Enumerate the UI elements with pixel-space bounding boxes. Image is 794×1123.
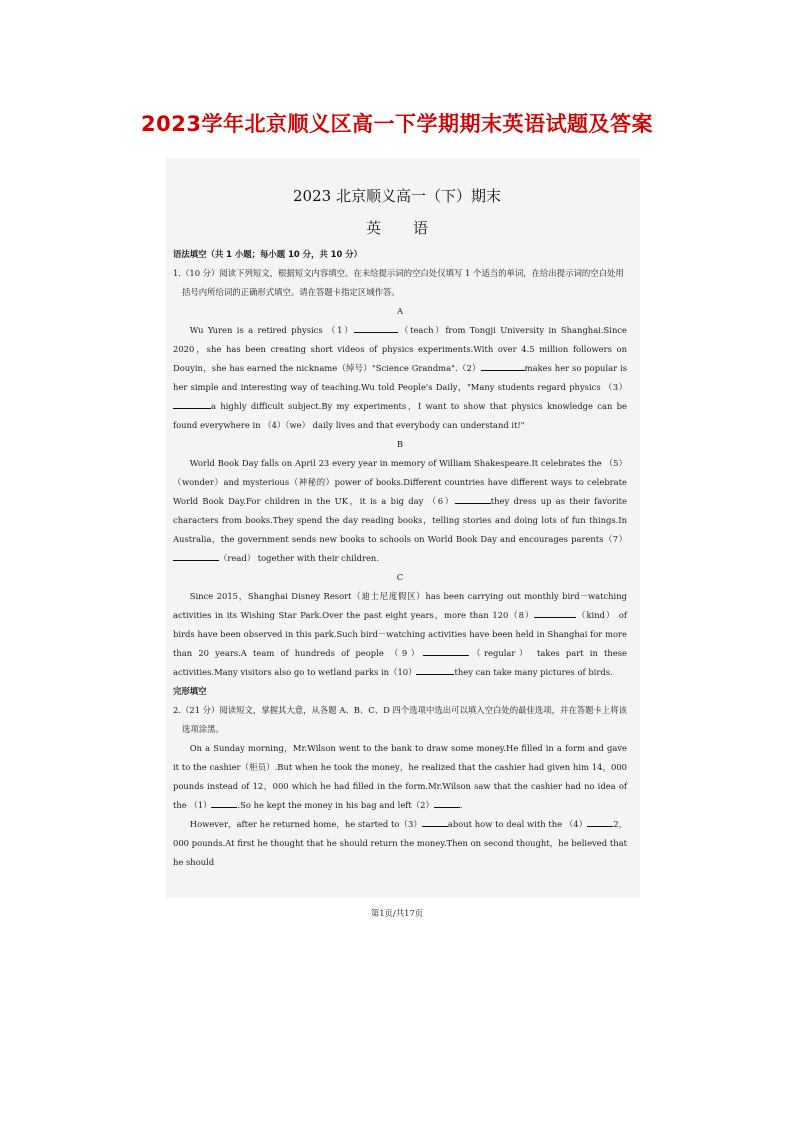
blank-2[interactable] bbox=[481, 361, 525, 371]
passage-label-a: A bbox=[396, 306, 404, 316]
grammar-question-instruction: 1.（10 分）阅读下列短文，根据短文内容填空。在未给提示词的空白处仅填写 1 个适当的单词，在给出提示词的空白处用括号内所给词的正确形式填空。请在答题卡指定区域作答。 bbox=[173, 268, 624, 297]
paper-title: 2023 北京顺义高一（下）期末 bbox=[293, 187, 501, 205]
passage-a: Wu Yuren is a retired physics （1） （teach）from Tongji University in Shanghai.Since 2020，she has been creating short videos of physics experiments.With over 4.5 million followers on Douyin，she has earned the nickname（绰号）"Science Grandma".（2） makes her so popular is her simple and interesting way of teaching.Wu told People's Daily，"Many students regard physics （3）a highly difficult subject.By my experiments，I want to show that physics knowledge can be found everywhere in （4）（we） daily lives and that everybody can understand it!" bbox=[173, 325, 627, 430]
blank-3[interactable] bbox=[173, 399, 211, 409]
cloze-blank-2[interactable] bbox=[434, 798, 460, 808]
subject-char-1: 英 bbox=[365, 219, 381, 237]
cloze-passage: On a Sunday morning，Mr.Wilson went to the bank to draw some money.He filled in a form and gave it to the cashier（柜员）.But when he took the money，he realized that the cashier had given him 14，000 pounds instead of 12，000 which he had filled in the form.Mr.Wilson saw that the cashier had no idea of the （1） .So he kept the money in his bag and left（2） . bbox=[173, 743, 627, 810]
cloze-blank-4[interactable] bbox=[587, 817, 613, 827]
cloze-blank-1[interactable] bbox=[211, 798, 237, 808]
page-number-footer: 第1页/共17页 bbox=[370, 908, 424, 918]
blank-10[interactable] bbox=[416, 665, 454, 675]
grammar-section-heading: 语法填空（共 1 小题；每小题 10 分，共 10 分） bbox=[173, 249, 363, 259]
paper-subject bbox=[0, 217, 794, 238]
subject-char-2: 语 bbox=[413, 219, 429, 237]
blank-6[interactable] bbox=[455, 494, 491, 504]
passage-b: World Book Day falls on April 23 every year in memory of William Shakespeare.It celebrates the （5）（wonder）and mysterious（神秘的）power of books.Different countries have different ways to celebrate World Book Day.For children in the UK，it is a big day （6） they dress up as their favorite characters from books.They spend the day reading books，telling stories and doing lots of fun things.In Australia，the government sends new books to schools on World Book Day and encourages parents（7）（read） together with their children. bbox=[173, 458, 627, 563]
document-banner-title: 2023学年北京顺义区高一下学期期末英语试题及答案 bbox=[141, 112, 653, 136]
passage-label-c: C bbox=[396, 572, 404, 582]
passage-c: Since 2015，Shanghai Disney Resort（迪士尼度假区）has been carrying out monthly bird－watching activities in its Wishing Star Park.Over the past eight years，more than 120（8） （kind） of birds have been observed in this park.Such bird－watching activities have been held in Shanghai for more than 20 years.A team of hundreds of people （9） （regular） takes part in these activities.Many visitors also go to wetland parks in（10） they can take many pictures of birds. bbox=[173, 591, 628, 677]
blank-8[interactable] bbox=[534, 608, 576, 618]
blank-9[interactable] bbox=[423, 646, 469, 656]
passage-label-b: B bbox=[396, 439, 404, 449]
cloze-blank-3[interactable] bbox=[422, 817, 448, 827]
cloze-passage-continued: However，after he returned home，he started to（3） about how to deal with the （4） 2，000 pounds.At first he thought that he should return the money.Then on second thought，he believed that he should bbox=[173, 819, 627, 867]
blank-1[interactable] bbox=[354, 323, 398, 333]
cloze-section-heading: 完形填空 bbox=[173, 686, 207, 696]
cloze-question-instruction: 2.（21 分）阅读短文，掌握其大意，从各题 A、B、C、D 四个选项中选出可以填入空白处的最佳选项，并在答题卡上将该选项涂黑。 bbox=[173, 705, 627, 734]
blank-7[interactable] bbox=[173, 551, 219, 561]
exam-content bbox=[173, 245, 627, 872]
